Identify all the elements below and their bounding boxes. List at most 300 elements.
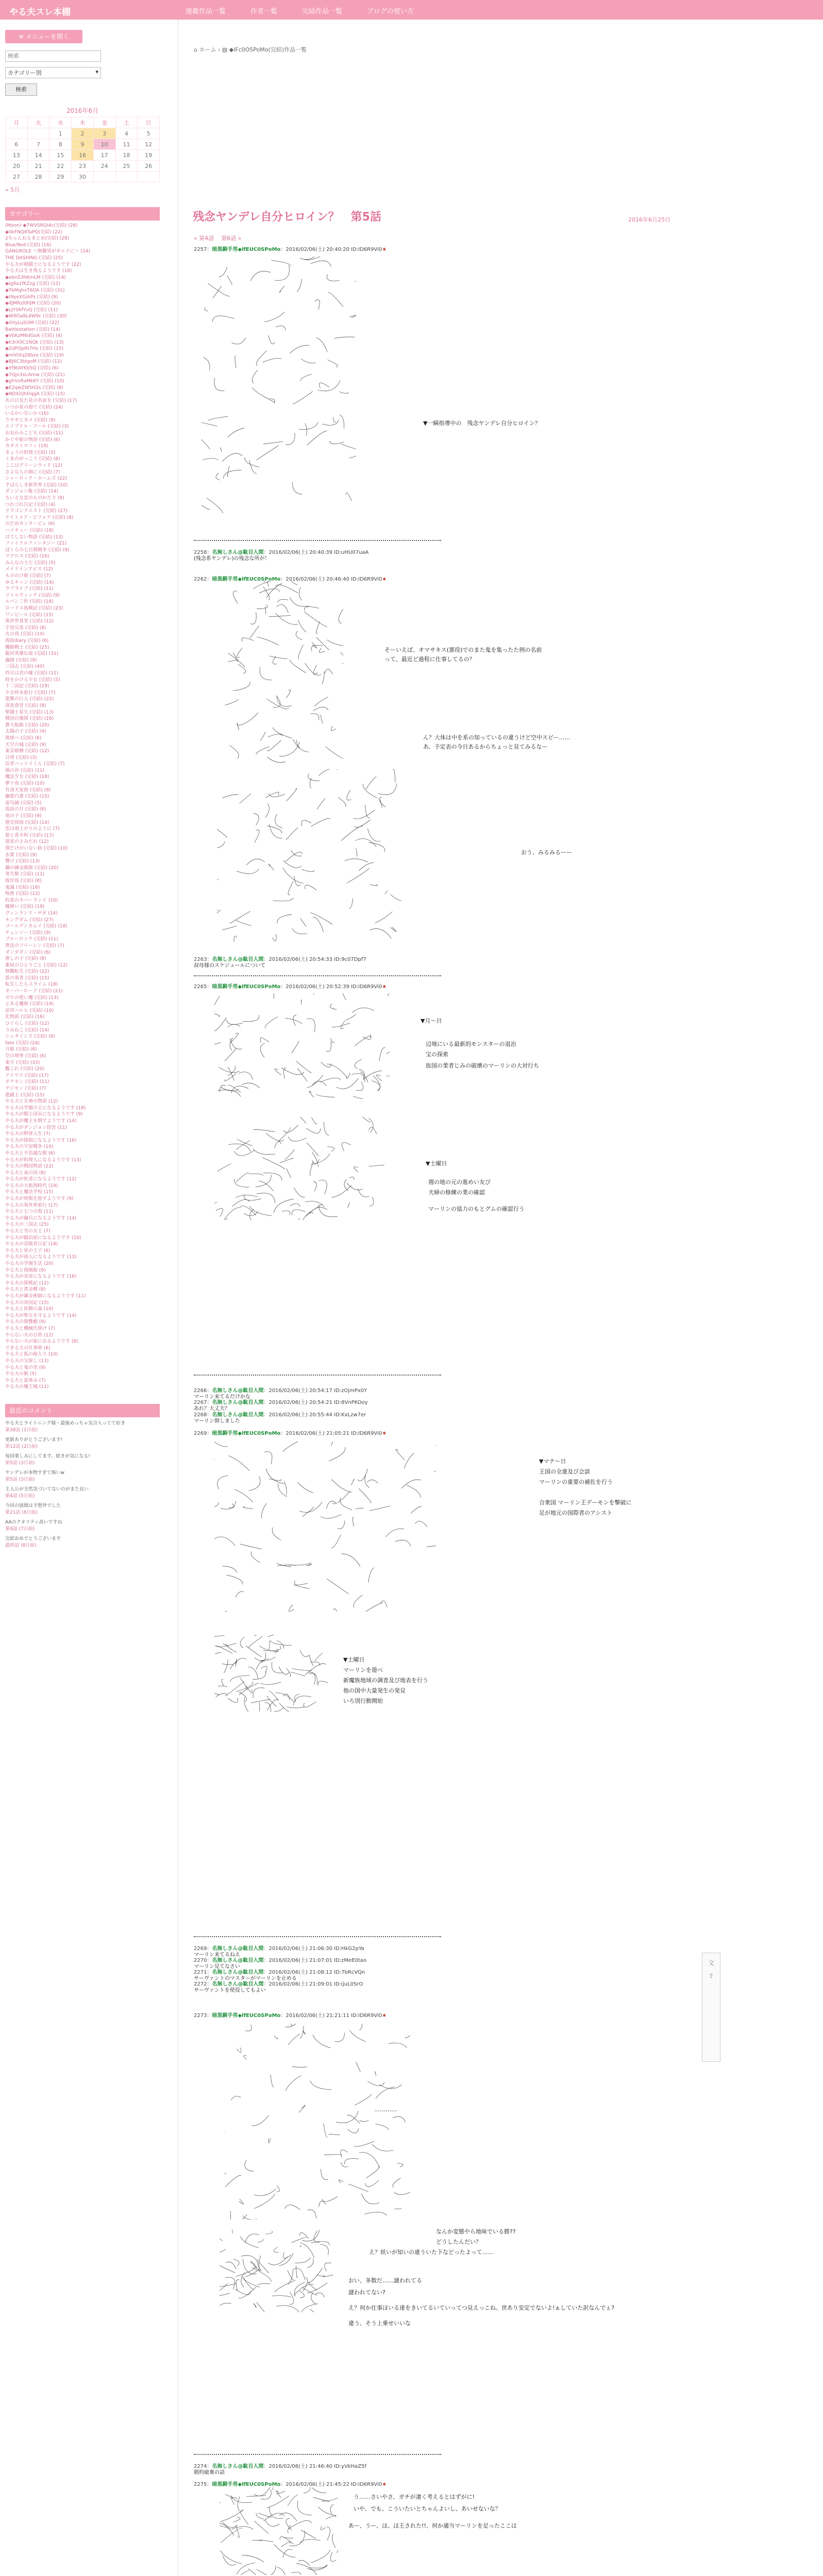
category-link[interactable]: やる夫の冒険者日記 (18) bbox=[5, 1242, 58, 1247]
category-link[interactable]: デジモン (完結) (7) bbox=[5, 1086, 46, 1091]
category-link[interactable]: ◆k3rX0C1NQk (完結) (13) bbox=[5, 340, 64, 345]
category-link[interactable]: やる夫は生き残るようです (18) bbox=[5, 268, 72, 274]
category-link[interactable]: やる夫が騎士団長になるようです (9) bbox=[5, 1112, 83, 1117]
category-select-value: カテゴリー別 bbox=[8, 70, 42, 76]
post-stamp: ：2016/02/06(土) 21:07:01 ID:zMeE0tao bbox=[263, 1958, 367, 1963]
post-body: (残念系ヤンデレ)の残念な所が！ bbox=[194, 556, 270, 562]
category-link[interactable]: ◆ghVxRxMkKY (完結) (10) bbox=[5, 379, 64, 384]
category-link[interactable]: ロードス島戦記 (完結) (23) bbox=[5, 606, 63, 612]
post-number[interactable]: 2263： bbox=[194, 957, 212, 962]
recent-comment-link[interactable]: 第5話 (3日前) bbox=[5, 1477, 35, 1482]
category-link[interactable]: やる夫が将棋を指すようです (9) bbox=[5, 1196, 74, 1202]
author-mark: ★ bbox=[382, 2482, 387, 2487]
category-link[interactable]: 十二国記 (完結) (19) bbox=[5, 684, 49, 689]
category-link[interactable]: ハイキュー (完結) (18) bbox=[5, 528, 54, 533]
nav-link-completed[interactable]: 完結作品一覧 bbox=[302, 8, 343, 15]
author-mark: ★ bbox=[382, 984, 387, 990]
category-link[interactable]: やる夫と星の王子 (6) bbox=[5, 1248, 51, 1253]
calendar-day: 11 bbox=[115, 139, 138, 150]
recent-comment bbox=[5, 1536, 158, 1549]
category-link[interactable]: きょうの料理 (完結) (5) bbox=[5, 450, 56, 455]
category-link[interactable]: やる夫が聖女を守るようです (14) bbox=[5, 1313, 77, 1318]
category-link[interactable]: やる夫と不思議な館 (6) bbox=[5, 1150, 55, 1156]
category-link[interactable]: 東京喰種 (完結) (12) bbox=[5, 749, 49, 754]
category-link[interactable]: アイマス (完結) (17) bbox=[5, 1073, 49, 1078]
post-number[interactable]: 2267： bbox=[194, 1400, 212, 1405]
poster-name: 名無しさん@駄目人間 bbox=[212, 1981, 264, 1987]
category-link[interactable]: 宇宙兄弟 (完結) (8) bbox=[5, 625, 46, 631]
category-link[interactable]: 涼宮ハルヒ (完結) (10) bbox=[5, 1008, 54, 1013]
category-link[interactable]: メイドインアビス (12) bbox=[5, 567, 53, 572]
poster-name: 暗黒騎手男◆lfEUC0SPoMo bbox=[212, 2482, 281, 2487]
ascii-art-figure bbox=[214, 1117, 384, 1220]
category-link[interactable]: 銀河英雄伝説 (完結) (31) bbox=[5, 651, 59, 657]
category-link[interactable]: やる夫と鬼の里 (9) bbox=[5, 1365, 46, 1370]
category-link[interactable]: 太陽の子 (完結) (4) bbox=[5, 729, 46, 735]
recent-comment-text: 毎回楽しみにしてます。続きが気になる! bbox=[5, 1453, 90, 1459]
next-episode-link[interactable]: 第6話 » bbox=[221, 235, 242, 242]
post-stamp: ：2016/02/06(土) 20:46:40 ID:ID6R9Vi0 bbox=[280, 577, 382, 582]
category-link[interactable]: さよならの朝に (完結) (7) bbox=[5, 469, 60, 475]
category-link[interactable]: 機動戦士 (完結) (25) bbox=[5, 645, 49, 650]
post-body: マーリン来てるだけかな bbox=[194, 1394, 250, 1400]
ascii-art-caption: あ、予定表の今日あるからちょっと見てみるなー bbox=[423, 743, 548, 750]
category-link[interactable]: 呪術 (完結) (12) bbox=[5, 891, 40, 897]
category-link[interactable]: できる夫の仕事術 (6) bbox=[5, 1345, 51, 1351]
category-link[interactable]: ◆t9yeXGiAPs (完結) (9) bbox=[5, 294, 58, 300]
category-link[interactable]: やる夫の学園生活 (20) bbox=[5, 1261, 54, 1266]
category-link[interactable]: エイプリル・フール (完結) (3) bbox=[5, 424, 69, 430]
category-link[interactable]: 盾の勇者 (完結) (15) bbox=[5, 975, 49, 981]
category-link[interactable]: 深夜食堂 (完結) (8) bbox=[5, 703, 46, 708]
category-link[interactable]: 寄生獣 (完結) (11) bbox=[5, 872, 45, 877]
poster-name: 名無しさん@駄目人間 bbox=[212, 1400, 264, 1405]
category-link[interactable]: シャーロック・ホームズ (22) bbox=[5, 476, 67, 482]
recent-comment bbox=[5, 1420, 158, 1434]
recent-comment-link[interactable]: 最終話 (8日前) bbox=[5, 1543, 37, 1548]
post-stamp: ：2016/02/06(土) 20:40:39 ID:uHU07uaA bbox=[263, 550, 369, 555]
post-header bbox=[194, 2011, 387, 2019]
category-link[interactable]: やる夫と妖精の森 (10) bbox=[5, 1307, 54, 1312]
category-link[interactable]: ◆VbKzM6dGoA (完結) (4) bbox=[5, 333, 62, 339]
category-link[interactable]: やる夫と狐の嫁入り (10) bbox=[5, 1352, 58, 1358]
category-link[interactable]: 地球へ (完結) (6) bbox=[5, 735, 42, 741]
category-link[interactable]: のだめカンタービレ (6) bbox=[5, 521, 55, 527]
ascii-art-caption: 宝の探索 bbox=[426, 1051, 448, 1058]
calendar-day[interactable]: 2 bbox=[72, 128, 94, 139]
post-number[interactable]: 2270： bbox=[194, 1958, 212, 1963]
category-link[interactable]: 遊戯王 (完結) (15) bbox=[5, 1092, 45, 1098]
category-link[interactable]: ◆OiIyLuSOM (完結) (22) bbox=[5, 320, 59, 326]
prev-episode-link[interactable]: « 第4話 bbox=[194, 235, 214, 242]
category-link[interactable]: カタストロフィ (19) bbox=[5, 444, 48, 449]
category-link[interactable]: ◆NDXiQhOqgA (完結) (15) bbox=[5, 392, 65, 397]
post-number[interactable]: 2258： bbox=[194, 550, 212, 555]
calendar-caption: 2016年6月 bbox=[66, 107, 99, 114]
calendar-weekday: 月 bbox=[6, 117, 28, 128]
recent-comment-text: 更新ありがとうございます! bbox=[5, 1437, 63, 1443]
category-link[interactable]: やる夫の探検記 (12) bbox=[5, 1280, 49, 1286]
category-link[interactable]: やる夫が医者になるようです (12) bbox=[5, 1177, 77, 1182]
category-link[interactable]: 艦これ (完結) (20) bbox=[5, 1066, 45, 1072]
post-stamp: ：2016/02/06(土) 21:09:01 ID:ijuL0SrO bbox=[263, 1981, 363, 1987]
category-link[interactable]: やる夫の帝国記 (15) bbox=[5, 1300, 49, 1306]
post-body: 叔母様のスケジュールについて bbox=[194, 963, 266, 969]
category-link[interactable]: ◆ZdPOpRt7Hs (完結) (15) bbox=[5, 346, 64, 352]
post-number[interactable]: 2262： bbox=[194, 577, 212, 582]
post-number[interactable]: 2265： bbox=[194, 984, 212, 990]
author-mark: ★ bbox=[382, 247, 387, 252]
category-link[interactable]: やる夫は学園の王になるようです (18) bbox=[5, 1105, 86, 1111]
ascii-art bbox=[214, 993, 390, 1101]
category-link[interactable]: 竜の子 (完結) (9) bbox=[5, 814, 42, 819]
category-link[interactable]: 響け (完結) (13) bbox=[5, 859, 40, 865]
category-link[interactable]: いつか星の海で (完結) (24) bbox=[5, 404, 63, 410]
category-link[interactable]: やる夫の魔王城 (11) bbox=[5, 1384, 49, 1390]
calendar-prev-link[interactable]: « 5月 bbox=[5, 187, 20, 193]
category-link[interactable]: マクロス (完結) (16) bbox=[5, 554, 49, 560]
ascii-art-caption: おう、みるみるーー bbox=[521, 849, 572, 856]
ascii-art-caption: 辺境にいる最新的モンスターの退治 bbox=[426, 1041, 516, 1047]
recent-comment-link[interactable]: 第38話 (1日前) bbox=[5, 1427, 38, 1433]
category-link[interactable]: 夢十夜 (完結) (10) bbox=[5, 781, 45, 787]
category-link[interactable]: 2ちゃんねるまとめ(完結) (28) bbox=[5, 236, 70, 242]
category-link[interactable]: 異世界食堂 (完結) (12) bbox=[5, 619, 54, 624]
calendar-day: 28 bbox=[27, 172, 49, 182]
category-link[interactable]: ブルーロック (完結) (11) bbox=[5, 937, 58, 942]
category-link[interactable]: やる夫が皇帝になるようです (16) bbox=[5, 1274, 77, 1280]
category-link[interactable]: ゴールデンカムイ (完結) (18) bbox=[5, 924, 68, 929]
calendar-day: 18 bbox=[115, 150, 138, 161]
calendar-weekday: 土 bbox=[115, 117, 138, 128]
ascii-art-caption: ▼土曜日 bbox=[343, 1656, 365, 1663]
post-stamp: ：2016/02/06(土) 20:40:20 ID:ID6R9Vi0 bbox=[280, 247, 382, 252]
category-link[interactable]: ◆E2qwZW5H2s (完結) (8) bbox=[5, 385, 63, 391]
category-link[interactable]: うみねこ (完結) (14) bbox=[5, 1027, 49, 1033]
category-link[interactable]: 聖闘士星矢 (完結) (13) bbox=[5, 709, 54, 715]
category-link[interactable]: 氷菓 (完結) (9) bbox=[5, 852, 37, 858]
calendar-day: 7 bbox=[27, 139, 49, 150]
ascii-art-caption: ▼土曜日 bbox=[426, 1160, 447, 1167]
post-number[interactable]: 2272： bbox=[194, 1981, 212, 1987]
ascii-art-caption: 王国の全違及び会談 bbox=[539, 1468, 590, 1475]
category-link[interactable]: 有頂天家族 (完結) (8) bbox=[5, 787, 51, 793]
categories-heading: カテゴリー bbox=[5, 207, 160, 221]
category-link[interactable]: ラブライブ (完結) (11) bbox=[5, 586, 54, 592]
calendar-day[interactable]: 3 bbox=[93, 128, 115, 139]
category-link[interactable]: ポケモン (完結) (11) bbox=[5, 1079, 49, 1085]
recent-comment-link[interactable]: 第12話 (2日前) bbox=[5, 1444, 38, 1449]
category-link[interactable]: 空の境界 (完結) (6) bbox=[5, 1054, 46, 1059]
category-link[interactable]: やる夫の野球人生 (7) bbox=[5, 1131, 51, 1137]
recent-comment bbox=[5, 1486, 158, 1500]
category-link[interactable]: 魔法少女 (完結) (18) bbox=[5, 774, 49, 780]
category-link[interactable]: やる夫の宇宙戦争 (10) bbox=[5, 1144, 54, 1150]
category-link[interactable]: 化物語 (完結) (16) bbox=[5, 1014, 45, 1020]
category-link[interactable]: 東方 (完結) (33) bbox=[5, 1060, 40, 1065]
category-link[interactable]: 流浪の月 (完結) (6) bbox=[5, 807, 46, 812]
recent-comment bbox=[5, 1503, 158, 1516]
recent-comment-link[interactable]: 第5話 (3日前) bbox=[5, 1460, 35, 1466]
category-link[interactable]: 無職転生 (完結) (22) bbox=[5, 969, 49, 975]
category-link[interactable]: 幽遊白書 (完結) (15) bbox=[5, 794, 49, 800]
category-link[interactable]: つれづれ日記 (完結) (4) bbox=[5, 502, 56, 507]
nav-link-howto[interactable]: ブログの使い方 bbox=[367, 8, 414, 15]
poster-name: 暗黒騎手男◆lfEUC0SPoMo bbox=[212, 1431, 281, 1436]
category-select[interactable] bbox=[5, 67, 101, 78]
recent-comment bbox=[5, 1519, 158, 1533]
category-link[interactable]: 日常 (完結) (3) bbox=[5, 755, 37, 760]
category-link[interactable]: GANGROLE ～無職男がギルドに～ (14) bbox=[5, 249, 90, 255]
category-link[interactable]: ◆0kFNQ8TaPQ(完結) (22) bbox=[5, 229, 62, 235]
category-link[interactable]: ゼロの使い魔 (完結) (13) bbox=[5, 995, 59, 1001]
category-link[interactable]: やる夫が商人になるようです (13) bbox=[5, 1255, 77, 1260]
poster-name: 暗黒騎手男◆lfEUC0SPoMo bbox=[212, 984, 281, 990]
ascii-art-caption: そーいえば、オマサキス(悪役)でのまた鬼を集ったた例の名前 bbox=[384, 647, 542, 653]
category-link[interactable]: 転生したらスライム (18) bbox=[5, 982, 58, 988]
breadcrumb[interactable]: ⌂ ホーム › ▤ ◆lFc0OSPoMo(完結)作品一覧 bbox=[194, 46, 307, 53]
nav-link-series[interactable]: 連載作品一覧 bbox=[186, 8, 226, 15]
category-link[interactable]: やる夫が鍛冶屋になるようです (10) bbox=[5, 1235, 81, 1241]
category-link[interactable]: 蟲師 (完結) (9) bbox=[5, 657, 37, 663]
category-link[interactable]: 時をかける少女 (完結) (5) bbox=[5, 677, 60, 683]
category-link[interactable]: 三国志 (完結) (40) bbox=[5, 664, 45, 670]
category-link[interactable]: チェンソー (完結) (9) bbox=[5, 930, 51, 936]
calendar-day: 15 bbox=[49, 150, 72, 161]
category-link[interactable]: ダンダダン (完結) (6) bbox=[5, 950, 51, 955]
nav-link-authors[interactable]: 作者一覧 bbox=[250, 8, 278, 15]
category-link[interactable]: やらない夫の日常 (12) bbox=[5, 1332, 54, 1338]
category-link[interactable]: やる夫の戦国物語 (22) bbox=[5, 1164, 54, 1170]
category-link[interactable]: 彼岸島 (完結) (8) bbox=[5, 878, 42, 884]
post-number[interactable]: 2266： bbox=[194, 1388, 212, 1394]
category-link[interactable]: 海街diary (完結) (6) bbox=[5, 638, 49, 643]
poster-name: 名無しさん@駄目人間 bbox=[212, 1958, 264, 1963]
category-link[interactable]: おおかみこども (完結) (11) bbox=[5, 431, 63, 436]
recent-comment-link[interactable]: 第4話 (5日前) bbox=[5, 1493, 35, 1499]
search-input[interactable] bbox=[5, 50, 101, 62]
category-link[interactable]: 歴史探偵 (完結) (14) bbox=[5, 820, 49, 825]
category-link[interactable]: 風の谷 (完結) (11) bbox=[5, 768, 45, 773]
category-link[interactable]: 推しの子 (完結) (8) bbox=[5, 956, 46, 962]
category-link[interactable]: かぐや姫の物語 (完結) (6) bbox=[5, 437, 60, 443]
calendar-day: 23 bbox=[72, 161, 94, 172]
site-logo[interactable]: やる夫スレ本棚 bbox=[9, 7, 71, 18]
category-link[interactable]: オーバーロード (完結) (21) bbox=[5, 989, 63, 994]
category-link[interactable]: やる夫の宝探し (13) bbox=[5, 1358, 49, 1364]
category-link[interactable]: やる夫と七つの海 (11) bbox=[5, 1209, 54, 1215]
post-number[interactable]: 2269： bbox=[194, 1946, 212, 1952]
category-link[interactable]: ◆LJYSKfYvQ (完結) (11) bbox=[5, 307, 58, 313]
category-link[interactable]: いるかいないか (16) bbox=[5, 411, 49, 417]
category-link[interactable]: 天空の城 (完結) (9) bbox=[5, 742, 46, 748]
category-link[interactable]: やる夫がダンジョン経営 (11) bbox=[5, 1125, 68, 1130]
category-link[interactable]: やらない夫が旅に出るようです (8) bbox=[5, 1339, 78, 1345]
ascii-art-caption: ▼一瞬指導中の 残念ヤンデレ自分ヒロイン？ bbox=[423, 420, 541, 427]
category-link[interactable]: やる夫と魔法学校 (15) bbox=[5, 1190, 54, 1195]
ascii-art-caption: ………… bbox=[374, 2106, 397, 2113]
category-link[interactable]: 狼と香辛料 (完結) (17) bbox=[5, 833, 54, 838]
category-link[interactable]: とある魔術 (完結) (19) bbox=[5, 1002, 54, 1007]
category-link[interactable]: Battlestation (完結) (14) bbox=[5, 327, 60, 332]
category-link[interactable]: やる夫と機械仕掛け (7) bbox=[5, 1326, 55, 1331]
category-link[interactable]: 僕だけがいない街 (完結) (10) bbox=[5, 846, 68, 851]
post-header bbox=[194, 982, 387, 990]
poster-name: 暗黒騎手男◆lfEUC0SPoMo bbox=[212, 577, 281, 582]
post-number[interactable]: 2257： bbox=[194, 247, 212, 252]
category-link[interactable]: fate (完結) (24) bbox=[5, 1040, 40, 1046]
post-stamp: ：2016/02/06(土) 20:54:21 ID:8VnPKOoy bbox=[263, 1400, 368, 1405]
category-link[interactable]: ◆W9Oa8L4W9c (完結) (30) bbox=[5, 314, 67, 319]
category-link[interactable]: ゆるキャン (完結) (14) bbox=[5, 580, 54, 585]
ascii-art-caption: 足が地元の国際者のアシスト bbox=[539, 1510, 613, 1516]
post-number[interactable]: 2275： bbox=[194, 2482, 212, 2487]
category-link[interactable]: やる夫が傭兵になるようです (14) bbox=[5, 1215, 77, 1221]
category-link[interactable]: やる夫の復讐劇 (9) bbox=[5, 1319, 46, 1325]
category-link[interactable]: やる夫の大航海時代 (19) bbox=[5, 1183, 58, 1189]
calendar-day[interactable]: 10 bbox=[93, 139, 115, 150]
category-link[interactable]: Blue/Red (完結) (16) bbox=[5, 242, 52, 248]
calendar-day: 1 bbox=[49, 128, 72, 139]
category-link[interactable]: シュタインズ (完結) (9) bbox=[5, 1034, 55, 1040]
category-link[interactable]: ◆BJ6C3bIgoM (完結) (12) bbox=[5, 359, 62, 365]
category-link[interactable]: 少女終末旅行 (完結) (7) bbox=[5, 690, 56, 696]
category-link[interactable]: ◆Yf9tAYKb5Q (完結) (6) bbox=[5, 366, 59, 371]
post-number[interactable]: 2271： bbox=[194, 1970, 212, 1975]
recent-comment-link[interactable]: 第9話 (7日前) bbox=[5, 1526, 35, 1532]
poster-name: 名無しさん@駄目人間 bbox=[212, 957, 264, 962]
calendar-table bbox=[5, 117, 160, 182]
ascii-art bbox=[214, 1117, 384, 1222]
category-link[interactable]: やる夫が魔王を倒すようです (14) bbox=[5, 1118, 77, 1124]
search-button[interactable]: 検索 bbox=[5, 83, 37, 96]
category-link[interactable]: はてしない物語 (完結) (13) bbox=[5, 534, 63, 540]
category-link[interactable]: ダンジョン飯 (完結) (14) bbox=[5, 489, 58, 495]
post-body: サーヴァントを使役してもよい bbox=[194, 1988, 266, 1993]
category-link[interactable]: やる夫が剣闘士になるようです (22) bbox=[5, 262, 81, 267]
category-link[interactable]: ◆Ig9a1fKZzg (完結) (12) bbox=[5, 281, 61, 287]
category-link[interactable]: やる夫の館 (5) bbox=[5, 1371, 37, 1377]
post-stamp: ：2016/02/06(土) 20:54:33 ID:9c07Dpf7 bbox=[263, 957, 366, 962]
ascii-art-figure bbox=[225, 581, 343, 767]
post-number[interactable]: 2273： bbox=[194, 2013, 212, 2019]
share-widget[interactable] bbox=[702, 1953, 720, 2062]
category-link[interactable]: ◆ebnS3hKmLM (完結) (14) bbox=[5, 275, 66, 280]
category-link[interactable]: やる夫と女神の物語 (12) bbox=[5, 1099, 58, 1105]
category-link[interactable]: やる夫と黄金郷 (8) bbox=[5, 1287, 46, 1293]
category-link[interactable]: ワンピース (完結) (15) bbox=[5, 612, 54, 618]
category-link[interactable]: やる夫が探偵になるようです (16) bbox=[5, 1138, 77, 1143]
category-link[interactable]: 四月は君の嘘 (完結) (11) bbox=[5, 670, 59, 676]
recent-comment bbox=[5, 1470, 158, 1483]
category-link[interactable]: 約束のネバーランド (10) bbox=[5, 897, 58, 903]
category-link[interactable]: THE DASHING (完結) (25) bbox=[5, 255, 63, 261]
category-link[interactable]: ◆7Qjn3xLAmw (完結) (21) bbox=[5, 372, 65, 378]
category-link[interactable]: やる夫と海賊船 (9) bbox=[5, 1267, 46, 1273]
category-link[interactable]: 惑星のさみだれ (12) bbox=[5, 839, 49, 845]
category-link[interactable]: 月姫 (完結) (8) bbox=[5, 1047, 37, 1053]
category-link[interactable]: ここはグリーンウッド (12) bbox=[5, 463, 62, 468]
calendar-day: 27 bbox=[6, 172, 28, 182]
category-link[interactable]: ぼくらの七日間戦争 (完結) (9) bbox=[5, 547, 70, 553]
calendar-day[interactable]: 9 bbox=[72, 139, 94, 150]
calendar-weekday: 水 bbox=[49, 117, 72, 128]
recent-comment-text: 主人公が全然気づいてないのがまた良い bbox=[5, 1486, 89, 1492]
category-link[interactable]: 恋は雨上がりのように (7) bbox=[5, 826, 60, 832]
poster-name: 名無しさん@駄目人間 bbox=[212, 1388, 264, 1394]
category-link[interactable]: キングダム (完結) (27) bbox=[5, 917, 54, 923]
category-link[interactable]: やる夫が料理人になるようです (13) bbox=[5, 1157, 81, 1163]
category-link[interactable]: 忍者ハットリくん (完結) (7) bbox=[5, 761, 65, 767]
open-menu-button[interactable]: ≡ メニューを開く bbox=[5, 30, 82, 43]
category-link[interactable]: ドラゴンクエスト (完結) (27) bbox=[5, 509, 68, 514]
category-link[interactable]: 蒼天航路 (完結) (20) bbox=[5, 722, 49, 728]
post-separator bbox=[194, 975, 441, 976]
category-link[interactable]: ルパン三世 (完結) (18) bbox=[5, 599, 54, 605]
category-link[interactable]: くまのがっこう (完結) (8) bbox=[5, 456, 60, 462]
calendar-day[interactable]: 16 bbox=[72, 150, 94, 161]
category-link[interactable]: みんなのうた (完結) (5) bbox=[5, 560, 56, 566]
category-link[interactable]: すばらしき新世界 (完結) (10) bbox=[5, 482, 68, 488]
post-body: マーリン見てなさい bbox=[194, 1964, 240, 1970]
ascii-art-figure bbox=[225, 2024, 410, 2219]
category-link[interactable]: ◆ifJMRzl0fdM (完結) (20) bbox=[5, 301, 61, 307]
category-link[interactable]: ◆TkMqhxT6DA (完結) (31) bbox=[5, 287, 65, 293]
category-link[interactable]: ちいさな恋のものがたり (9) bbox=[5, 495, 64, 501]
category-link[interactable]: リトルウィッチ (完結) (9) bbox=[5, 592, 60, 598]
category-link[interactable]: ヴィンランド・サガ (14) bbox=[5, 910, 58, 916]
recent-comment-text: 完結おめでとうございます bbox=[5, 1536, 61, 1541]
category-link[interactable]: 嘘喰い (完結) (19) bbox=[5, 904, 45, 910]
category-link[interactable]: やる夫と夏休み (7) bbox=[5, 1378, 46, 1383]
ascii-art-caption: マーリンを遊べ bbox=[343, 1667, 383, 1673]
category-link[interactable]: ファイナルファンタジー (21) bbox=[5, 541, 67, 547]
category-link[interactable]: 進撃の巨人 (完結) (22) bbox=[5, 697, 54, 702]
poster-name: 名無しさん@駄目人間 bbox=[212, 1412, 264, 1418]
category-link[interactable]: やる夫が錬金術師になるようです (11) bbox=[5, 1293, 86, 1299]
category-link[interactable]: (Moon) ◆7WVSRQi4c(完結) (28) bbox=[5, 223, 78, 228]
calendar-day bbox=[93, 172, 115, 182]
category-link[interactable]: 戦国自衛隊 (完結) (16) bbox=[5, 716, 54, 722]
category-link[interactable]: ナイトメア・ビフォア (完結) (8) bbox=[5, 515, 74, 520]
ascii-art-figure bbox=[214, 993, 390, 1099]
category-link[interactable]: 火の鳥 (完結) (10) bbox=[5, 632, 45, 637]
calendar-day: 30 bbox=[72, 172, 94, 182]
category-link[interactable]: 薬屋のひとりごと (完結) (12) bbox=[5, 962, 68, 968]
category-link[interactable]: 葬送のフリーレン (完結) (7) bbox=[5, 943, 64, 948]
author-mark: ★ bbox=[382, 1431, 387, 1436]
category-link[interactable]: やる夫の三国志 (25) bbox=[5, 1222, 49, 1228]
author-mark: ★ bbox=[382, 2013, 387, 2019]
category-link[interactable]: ウサギとカメ (完結) (9) bbox=[5, 417, 56, 423]
category-link[interactable]: やる夫と雪の女王 (7) bbox=[5, 1229, 51, 1234]
category-link[interactable]: 雷句誠 (完結) (5) bbox=[5, 800, 42, 806]
category-link[interactable]: やる夫の異世界旅行 (17) bbox=[5, 1202, 58, 1208]
ascii-art-caption: ん？大体は中を系の知っているの違うけど空中スピー…… bbox=[423, 734, 570, 741]
post-number[interactable]: 2268： bbox=[194, 1412, 212, 1418]
recent-comment-link[interactable]: 第21話 (6日前) bbox=[5, 1510, 38, 1515]
category-link[interactable]: 鬼滅 (完結) (16) bbox=[5, 885, 40, 890]
category-link[interactable]: やる夫と竜の国 (8) bbox=[5, 1170, 46, 1176]
category-link[interactable]: ひぐらし (完結) (12) bbox=[5, 1021, 49, 1027]
category-link[interactable]: あの日見た花の名前を (完結) (17) bbox=[5, 398, 77, 404]
post-number[interactable]: 2269： bbox=[194, 1431, 212, 1436]
category-link[interactable]: 鋼の錬金術師 (完結) (20) bbox=[5, 865, 59, 871]
post-number[interactable]: 2274： bbox=[194, 2464, 212, 2469]
calendar-day: 19 bbox=[138, 150, 160, 161]
category-link[interactable]: ◆mVtXq28bzo (完結) (19) bbox=[5, 352, 64, 358]
category-link[interactable]: もののけ姫 (完結) (7) bbox=[5, 573, 51, 579]
